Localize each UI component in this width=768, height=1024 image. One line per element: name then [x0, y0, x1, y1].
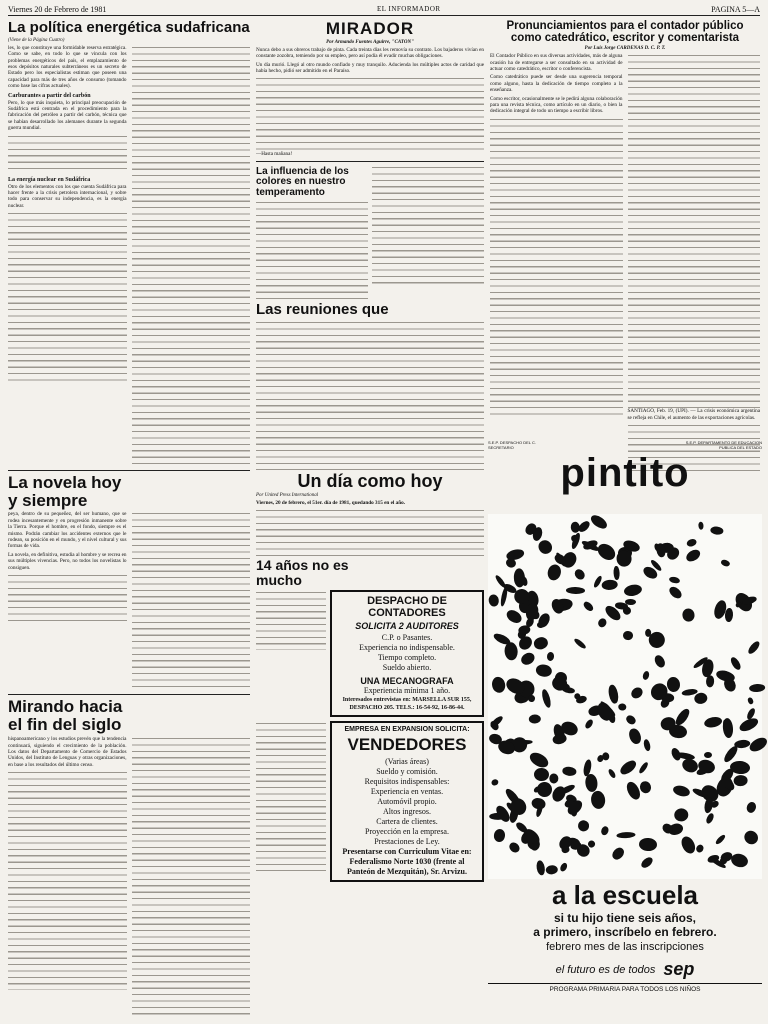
ad-line: si tu hijo tiene seis años, — [553, 911, 697, 926]
article-title-novela: La novela hoy y siempre — [8, 472, 122, 510]
leopard-spot — [746, 640, 761, 656]
article-body: —Hasta mañana! — [256, 151, 293, 158]
leopard-spot — [566, 587, 585, 594]
column-left — [8, 18, 250, 1018]
leopard-spot — [559, 861, 569, 872]
leopard-spot — [528, 714, 541, 724]
leopard-spot — [748, 735, 768, 754]
leopard-spot — [491, 676, 507, 694]
article-title-energy: La política energética sudafricana — [8, 19, 250, 36]
leopard-spot — [598, 618, 609, 629]
leopard-spot — [738, 716, 760, 734]
article-subhead: Carburantes a partir del carbón — [8, 92, 91, 99]
leopard-spot — [638, 780, 652, 795]
leopard-spot — [545, 864, 558, 875]
catorce-title: 14 años no es mucho — [256, 557, 349, 589]
leopard-spot — [746, 697, 754, 705]
article-body: hispanoamericano y los estudios prevén que la tendencia continuará, siguiendo el crecimiento de la población. Los datos del Departamento de Comercio de Estados Unidos, del Instituto de Lenguas y otras organizaciones, en base a los resultados del último censo. — [8, 736, 127, 768]
ad-line: (Varias áreas) — [385, 756, 429, 766]
text-block — [256, 590, 326, 650]
leopard-spot — [492, 631, 512, 646]
reuniones-title: Las reuniones que — [256, 301, 389, 319]
leopard-spot — [545, 563, 562, 582]
leopard-spot — [734, 775, 748, 787]
ad-line: Cartera de clientes. — [376, 816, 438, 826]
text-block — [132, 45, 251, 467]
leopard-spot — [622, 631, 632, 641]
text-block — [8, 211, 127, 381]
article-body: Un día murió. Llegó al otro mundo confiado y muy tranquilo. Aducienda los múltiples actos de caridad que había hecho, pidió ser admitido en el Paraíso. — [256, 61, 484, 75]
text-block — [8, 770, 127, 990]
leopard-spot — [573, 637, 587, 650]
leopard-spot — [533, 636, 550, 651]
leopard-spot — [674, 808, 690, 823]
leopard-spot — [642, 738, 651, 751]
leopard-spot — [667, 584, 683, 600]
text-block — [628, 53, 761, 408]
leopard-spot — [562, 766, 577, 776]
leopard-spot — [710, 526, 724, 535]
leopard-spot — [622, 606, 632, 616]
page-header — [8, 3, 760, 16]
leopard-spot — [561, 846, 570, 854]
ad-line: Proyección en la empresa. — [365, 826, 449, 836]
ad-line: Interesados entrevistas en: MARSELLA SUR 155, DESPACHO 205. TELS.: 16-54-92, 16-86-44. — [342, 696, 472, 711]
leopard-spot — [686, 538, 698, 548]
leopard-spot — [749, 683, 766, 692]
sep-label: S.E.P. DEPARTAMENTO DE EDUCACION PUBLICA DEL ESTADO — [685, 440, 762, 450]
leopard-spot — [535, 663, 552, 678]
ad-heading: VENDEDORES — [347, 734, 467, 754]
leopard-spot — [541, 688, 553, 708]
leopard-spot — [573, 567, 587, 581]
leopard-spot — [615, 550, 632, 567]
leopard-spot — [607, 768, 617, 779]
ad-line: Automóvil propio. — [377, 796, 437, 806]
leopard-spot — [722, 676, 738, 693]
ad-line: Altos ingresos. — [383, 806, 431, 816]
leopard-spot — [745, 801, 757, 814]
leopard-spot — [693, 692, 708, 706]
leopard-spot — [704, 752, 712, 759]
leopard-spot — [666, 676, 680, 692]
leopard-spot — [623, 584, 643, 598]
text-block — [8, 573, 127, 623]
leopard-spot — [493, 828, 505, 842]
article-src: (Viene de la Página Cuatro) — [8, 37, 65, 43]
leopard-spot — [625, 714, 638, 726]
ad-line: C.P. o Pasantes. — [381, 632, 433, 642]
leopard-spot — [582, 600, 595, 613]
text-block — [256, 508, 484, 556]
article-body: SANTIAGO, Feb. 19, (UPI). — La crisis económica argentina se refleja en Chile, el aumento de las exportaciones agrícolas. — [627, 408, 760, 421]
leopard-spot — [698, 521, 704, 529]
text-block — [8, 134, 127, 174]
leopard-spot — [672, 784, 691, 798]
leopard-spot — [669, 576, 681, 584]
leopard-spot — [607, 684, 619, 705]
article-body: El Contador Público en sus diversas actividades, más de alguna ocasión ha de entregarse a ser consultado en su actividad de actuar como catedrático, escritor o conferencista. — [490, 53, 623, 72]
header-date: Viernes 20 de Febrero de 1981 — [8, 4, 107, 14]
leopard-illustration — [488, 514, 762, 879]
leopard-spot — [553, 733, 568, 745]
leopard-spot — [550, 773, 559, 783]
text-block — [132, 511, 251, 691]
ad-line: el futuro es de todos — [555, 963, 656, 976]
leopard-spot — [519, 650, 537, 667]
leopard-spot — [729, 656, 742, 671]
leopard-spot — [600, 825, 610, 836]
leopard-spot — [703, 797, 714, 814]
leopard-spot — [741, 828, 761, 847]
article-title-siglo: Mirando hacia el fin del siglo — [8, 697, 123, 735]
leopard-spot — [614, 565, 620, 579]
column-right — [490, 18, 760, 508]
article-body: Viernes, 20 de febrero, el 51er. día de 1981, quedando 315 en el año. — [256, 500, 405, 507]
leopard-spot — [682, 608, 695, 622]
leopard-spot — [695, 843, 705, 853]
leopard-spot — [640, 856, 655, 870]
ad-line: Experiencia en ventas. — [370, 786, 444, 796]
leopard-spot — [674, 707, 692, 728]
pintito-headline: pintito — [560, 451, 690, 495]
leopard-spot — [618, 759, 638, 778]
contador-title: Pronunciamientos para el contador público como catedrático, escritor y comentarista — [506, 20, 744, 45]
leopard-spot — [618, 703, 626, 710]
ad-line: a primero, inscríbelo en febrero. — [533, 925, 717, 940]
header-paper: EL INFORMADOR — [376, 5, 441, 13]
leopard-spot — [533, 767, 549, 781]
ad-heading: EMPRESA EN EXPANSION SOLICITA: — [344, 725, 470, 733]
article-body: Como escritor, ocasionalmente se le pedirá alguna colaboración para una revista técnica, como artículo en un diario, o bien la dedicación integral de todo un tiempo a escribir libros. — [490, 95, 623, 115]
leopard-spot — [535, 860, 546, 877]
tagline: a la escuela — [552, 880, 698, 910]
leopard-spot — [714, 833, 727, 845]
leopard-spot — [729, 852, 749, 869]
leopard-spot — [629, 685, 645, 700]
ad-heading: CONTADORES — [368, 606, 446, 619]
leopard-spot — [638, 838, 657, 852]
leopard-spot — [528, 695, 535, 703]
contador-byline: Por Luis Jorge CARDENAS D. C. P. T. — [584, 46, 666, 52]
leopard-spot — [490, 778, 499, 787]
leopard-spot — [590, 790, 606, 810]
article-body: La novela, en definitiva, estudia al hombre y se recrea en sus múltiples vivencias. Pero, no todos los novelistas lo consiguen. — [8, 551, 127, 571]
leopard-spot — [589, 512, 609, 530]
ad-line: Prestaciones de Ley. — [374, 836, 440, 846]
leopard-spot — [616, 831, 636, 838]
ad-line: Sueldo y comisión. — [376, 766, 438, 776]
leopard-spot — [720, 559, 730, 567]
article-body: Como catedrático puede ser desde una sugerencia temporal como alguno, hasta la dedicación de tiempo completo a la enseñanza. — [490, 74, 623, 94]
ad-subheading: SOLICITA 2 AUDITORES — [355, 620, 459, 631]
leopard-spot — [611, 846, 627, 862]
ad-line: febrero mes de las inscripciones — [546, 941, 704, 954]
leopard-spot — [705, 813, 715, 826]
leopard-spot — [546, 652, 554, 662]
text-block — [132, 736, 251, 1018]
sep-label: S.E.P. DESPACHO DEL C. SECRETARIO — [488, 440, 536, 450]
leopard-spot — [583, 718, 594, 730]
dia-title: Un día como hoy — [297, 471, 443, 492]
article-body: les, lo que constituye una formidable reserva estratégica. Como se sabe, en todo lo que se vincula con los problemas energéticos del país, el emplazamiento de esos depósitos naturales subterráneos es un secreto de Estado pero los especialistas estiman que poseen una capacidad para más de tres años de consumo (tomando como base las cifras actuales). — [8, 44, 127, 90]
article-body: Otro de los elementos con los que cuenta Sudáfrica para hacer frente a la crisis petrolera internacional, y sobre todo para conservar su independencia, es la energía nuclear. — [8, 183, 127, 209]
leopard-spot — [595, 540, 619, 563]
sep-logo: sep — [663, 959, 695, 980]
colores-title: La influencia de los colores en nuestro temperamento — [256, 165, 349, 198]
ad-line: Presentarse con Curriculum Vitae en: Federalismo Norte 1030 (frente al Panteón de Mezquitán), Sr. Arvizu. — [342, 846, 472, 876]
leopard-spot — [642, 670, 650, 680]
column-middle — [256, 18, 484, 1018]
leopard-spot — [507, 840, 521, 854]
ad-heading: DESPACHO DE — [367, 594, 447, 607]
ad-line: Requisitos indispensables: — [364, 776, 450, 786]
leopard-spot — [627, 726, 643, 745]
ad-contadores — [330, 590, 484, 717]
ad-line: Experiencia no indispensable. — [359, 642, 455, 652]
article-body: Pero, lo que más inquieta, lo principal preocupación de Sudáfrica está centrada en el procedimiento para la fabricación del petróleo a partir del carbón, técnica que se habían desarrollado los alemanes durante la segunda guerra mundial. — [8, 99, 127, 132]
text-block — [256, 200, 368, 300]
ad-vendedores — [330, 721, 484, 882]
article-body: peya, dentro de su pequeñez, del ser humano, que se rodea incesantemente y en progresión inmanente sobre la Tierra. Porque el hombre, en el fondo, siempre es el mismo. Podrán cambiar los accidentes externos que le rodean, su posición en el mundo, y el nivel cultural y sus formas de vida. — [8, 511, 127, 550]
leopard-spot — [722, 717, 734, 738]
ad-footer: PROGRAMA PRIMARIA PARA TODOS LOS NIÑOS — [488, 983, 762, 993]
leopard-spot — [683, 547, 701, 564]
ad-line: Tiempo completo. — [377, 652, 437, 662]
article-subhead: La energía nuclear en Sudáfrica — [8, 176, 91, 183]
leopard-spot — [602, 579, 618, 590]
ad-line: Experiencia mínima 1 año. — [363, 685, 451, 695]
text-block — [256, 320, 484, 470]
leopard-spot — [602, 752, 610, 761]
sep-ad-text — [488, 880, 762, 1020]
ad-heading: UNA MECANOGRAFA — [360, 675, 454, 686]
text-block — [372, 165, 484, 285]
leopard-spot — [592, 575, 603, 589]
text-block — [490, 117, 623, 417]
text-block — [256, 721, 326, 871]
leopard-spot — [488, 594, 500, 607]
leopard-spot — [576, 819, 589, 832]
mirador-title: MIRADOR — [325, 19, 415, 38]
dia-byline: Por United Press International — [256, 493, 319, 499]
leopard-spot — [704, 715, 724, 729]
leopard-spot — [536, 538, 555, 557]
article-body: Nunca debo a sus obreros trabajo de pinta. Cada treinta días les removía su contrato. Los bajaderos vivían en constante zozobra, temiendo por su empleo, pero así podía él evadir muchas obligaciones. — [256, 46, 484, 60]
ad-line: Sueldo abierto. — [382, 662, 432, 672]
leopard-spot — [653, 653, 667, 669]
leopard-spot — [637, 760, 649, 774]
header-page: PAGINA 5—A — [711, 4, 760, 14]
mirador-byline: Por Armando Fuentes Aguirre, "CATON" — [326, 39, 414, 45]
text-block — [256, 76, 484, 151]
leopard-spot — [678, 834, 697, 856]
